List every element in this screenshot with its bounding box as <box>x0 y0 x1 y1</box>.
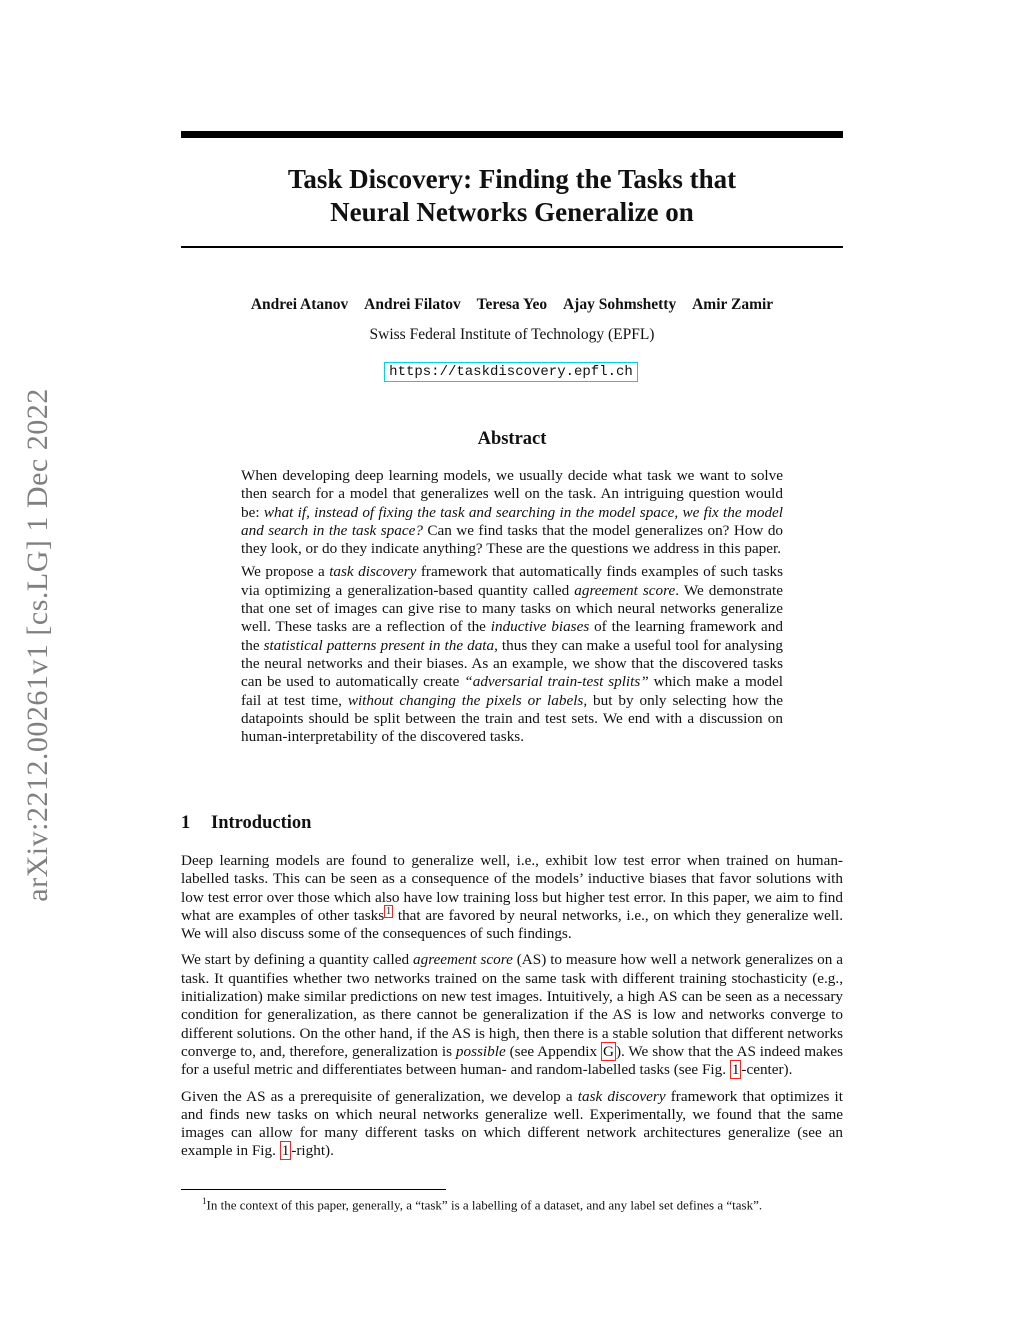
arxiv-stamp: arXiv:2212.00261v1 [cs.LG] 1 Dec 2022 <box>21 388 54 902</box>
body-paragraph: Deep learning models are found to generalize well, i.e., exhibit low test error when trained on human-labelled tasks. This can be seen as a consequence of the models’ inductive biases that favor solutions with low test error over those which also have low training loss but higher test error. In this paper, we aim to find what are examples of other tasks $^1$ that are favored by neural networks, i.e., on which they generalize well. We will also discuss some of the consequences of such findings. <box>181 852 843 943</box>
project-url-link[interactable]: https://taskdiscovery.epfl.ch <box>384 362 638 382</box>
paper-title <box>181 163 843 229</box>
title-line-2: Neural Networks Generalize on <box>330 197 694 227</box>
footnote-rule <box>181 1189 446 1190</box>
section-number: 1 <box>181 813 191 833</box>
abstract-heading: Abstract <box>477 429 547 449</box>
figure-ref-link[interactable]: 1 <box>281 1142 290 1160</box>
footnote-ref-link[interactable]: 1 <box>386 905 392 917</box>
abstract-body <box>241 467 783 746</box>
footnote <box>181 1193 843 1213</box>
footnote-mark: 1 <box>202 1196 207 1206</box>
author-name: Ajay Sohmshetty <box>562 296 677 313</box>
title-line-1: Task Discovery: Finding the Tasks that <box>287 164 737 194</box>
body-paragraph: Given the AS as a prerequisite of generalization, we develop a task discovery framework that optimizes it and finds new tasks on which neural networks generalize well. Experimentally, we found that the same images can allow for many different tasks on which different network architectures generalize (see an example in Fig. 1 -right). <box>181 1087 843 1160</box>
author-name: Amir Zamir <box>692 296 774 313</box>
footnote-text: In the context of this paper, generally, a “task” is a labelling of a dataset, and any label set defines a “task”. <box>206 1197 763 1213</box>
section-heading-introduction <box>181 812 311 834</box>
abstract-paragraph: We propose a task discovery framework that automatically finds examples of such tasks via optimizing a generalization-based quantity called agreement score. We demonstrate that one set of images can give rise to many tasks on which neural networks generalize well. These tasks are a reflection of the inductive biases of the learning framework and the statistical patterns present in the data, thus they can make a useful tool for analysing the neural networks and their biases. As an example, we show that the discovered tasks can be used to automatically create “adversarial train-test splits” which make a model fail at test time, without changing the pixels or labels, but by only selecting how the datapoints should be split between the train and test sets. We end with a discussion on human-interpretability of the discovered tasks. <box>241 563 783 746</box>
section-title: Introduction <box>211 813 312 833</box>
introduction-body <box>181 852 843 1161</box>
author-name: Andrei Atanov <box>250 296 349 313</box>
author-list <box>181 295 843 315</box>
title-bottom-rule <box>181 246 843 248</box>
appendix-ref-link[interactable]: G <box>602 1042 614 1060</box>
author-name: Andrei Filatov <box>364 296 461 313</box>
abstract-paragraph: When developing deep learning models, we usually decide what task we want to solve then search for a model that generalizes well on the task. An intriguing question would be: what if, instead of fixing the task and searching in the model space, we fix the model and search in the task space? Can we find tasks that the model generalizes on? How do they look, or do they indicate anything? These are the questions we address in this paper. <box>241 467 784 558</box>
body-paragraph: We start by defining a quantity called agreement score (AS) to measure how well a network generalizes on a task. It quantifies whether two networks trained on the same task with different training stochasticity (e.g., initialization) make similar predictions on new test images. Intuitively, a high AS can be seen as a necessary condition for generalization, as there cannot be generalization if the AS is low and networks converge to different solutions. On the other hand, if the AS is high, then there is a stable solution that different networks converge to, and, therefore, generalization is possible (see Appendix G ). We show that the AS indeed makes for a useful metric and differentiates between human- and random-labelled tasks (see Fig. 1 -center). <box>181 951 844 1079</box>
author-name: Teresa Yeo <box>476 296 548 313</box>
affiliation: Swiss Federal Institute of Technology (EPFL) <box>369 326 655 343</box>
title-top-rule <box>181 131 843 138</box>
figure-ref-link[interactable]: 1 <box>731 1061 740 1079</box>
